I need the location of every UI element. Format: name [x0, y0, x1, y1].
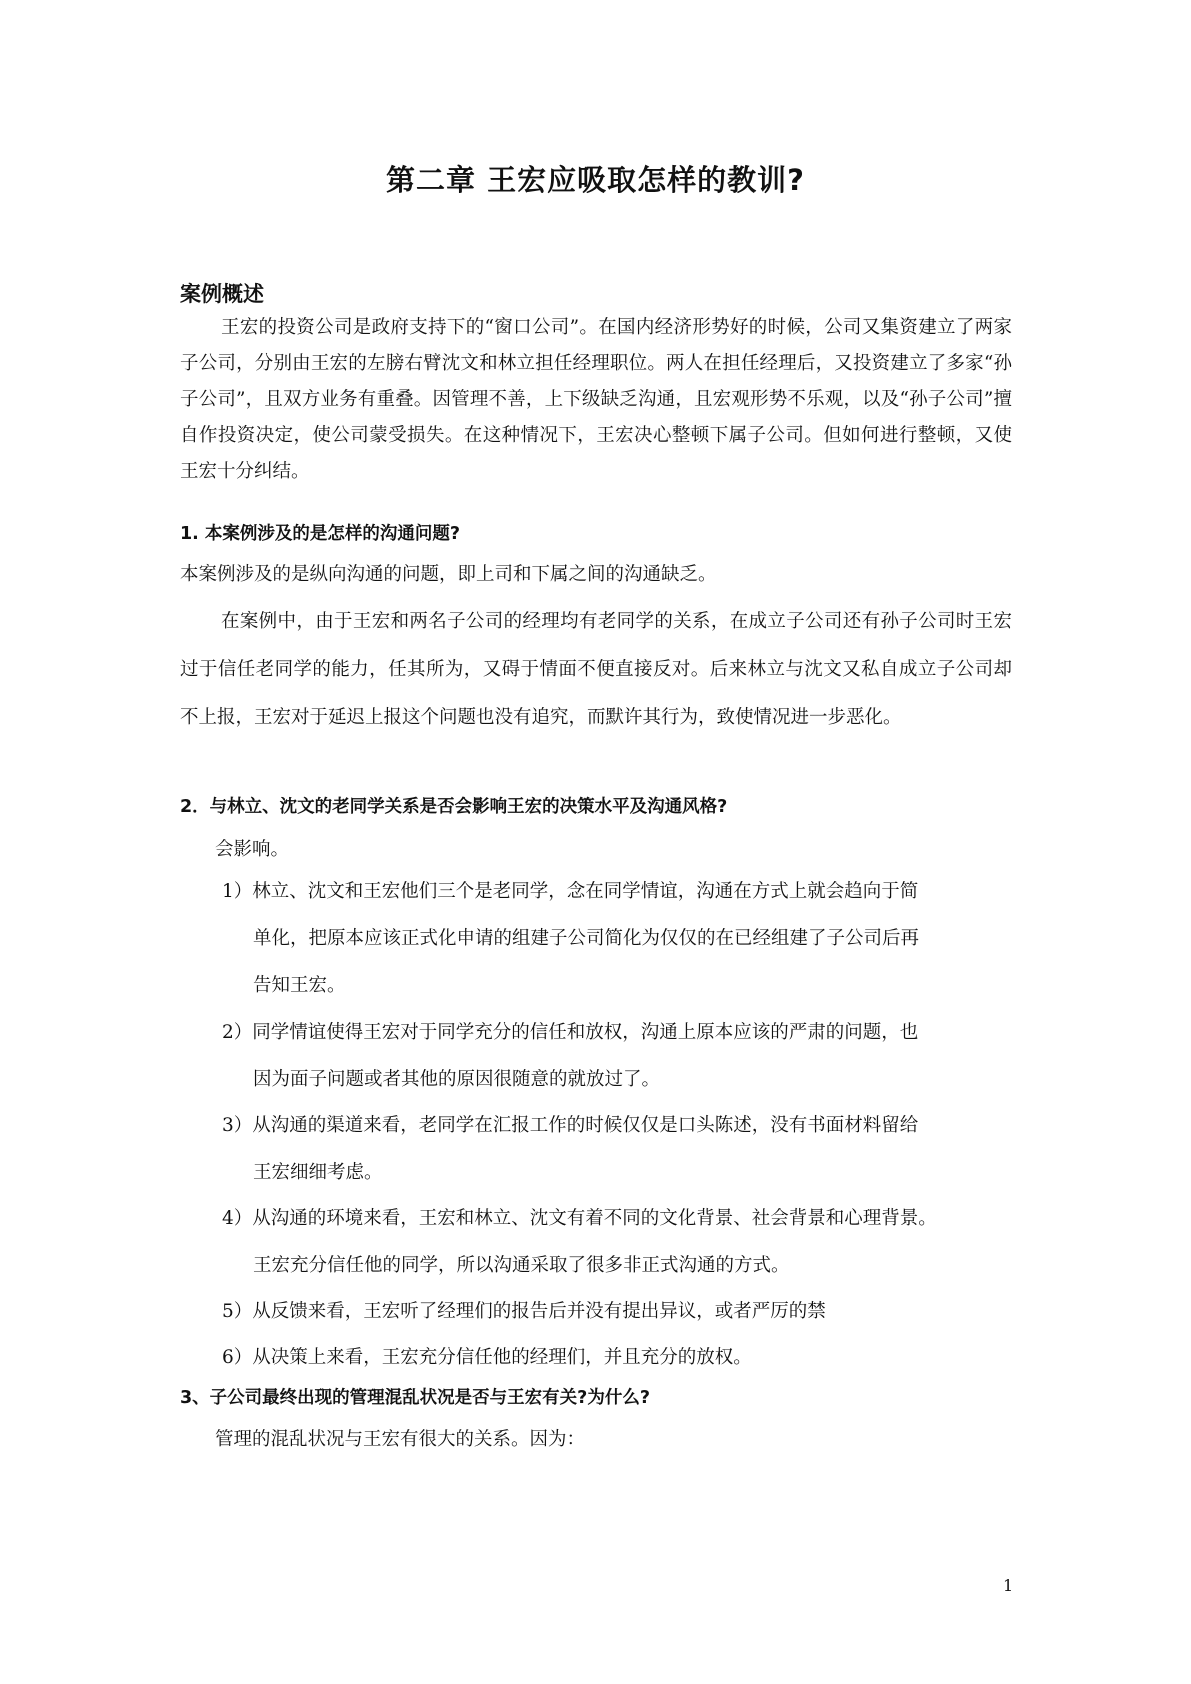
list-item-text: 同学情谊使得王宏对于同学充分的信任和放权，沟通上原本应该的严肃的问题，也 [252, 1022, 919, 1043]
list-item-continuation: 王宏充分信任他的同学，所以沟通采取了很多非正式沟通的方式。 [253, 1255, 790, 1276]
list-item-2 [222, 1009, 1022, 1103]
list-item-number: 4） [222, 1208, 253, 1229]
list-item-number: 1） [222, 881, 253, 902]
question-3-heading: 3、子公司最终出现的管理混乱状况是否与王宏有关?为什么? [180, 1388, 650, 1408]
list-item-continuation: 告知王宏。 [253, 975, 346, 996]
question-3-answer: 管理的混乱状况与王宏有很大的关系。因为： [215, 1429, 586, 1450]
question-2-answer: 会影响。 [215, 839, 290, 860]
list-item-text: 从沟通的渠道来看，老同学在汇报工作的时候仅仅是口头陈述，没有书面材料留给 [252, 1115, 919, 1136]
list-item-text: 林立、沈文和王宏他们三个是老同学，念在同学情谊，沟通在方式上就会趋向于简 [252, 881, 919, 902]
list-item-continuation: 王宏细细考虑。 [253, 1162, 383, 1183]
question-1-answer: 本案例涉及的是纵向沟通的问题，即上司和下属之间的沟通缺乏。 [180, 564, 717, 585]
overview-heading: 案例概述 [180, 282, 264, 306]
list-item-text: 从反馈来看，王宏听了经理们的报告后并没有提出异议，或者严厉的禁 [252, 1301, 826, 1322]
list-item-number: 6） [222, 1347, 253, 1368]
list-item-number: 5） [222, 1301, 253, 1322]
list-item-text: 从沟通的环境来看，王宏和林立、沈文有着不同的文化背景、社会背景和心理背景。 [252, 1208, 937, 1229]
list-item-1 [222, 868, 1022, 1009]
list-item-continuation: 因为面子问题或者其他的原因很随意的就放过了。 [253, 1069, 661, 1090]
list-item-4 [222, 1195, 1022, 1289]
question-2-heading: 2．与林立、沈文的老同学关系是否会影响王宏的决策水平及沟通风格? [180, 797, 728, 817]
list-item-continuation: 单化，把原本应该正式化申请的组建子公司简化为仅仅的在已经组建了子公司后再 [253, 928, 920, 949]
question-1-heading: 1. 本案例涉及的是怎样的沟通问题? [180, 524, 461, 544]
list-item-3 [222, 1102, 1022, 1196]
page-title: 第二章 王宏应吸取怎样的教训? [386, 163, 805, 197]
list-item-number: 2） [222, 1022, 253, 1043]
list-item-6 [222, 1334, 1022, 1381]
overview-paragraph: 王宏的投资公司是政府支持下的“窗口公司”。在国内经济形势好的时候，公司又集资建立了两家子公司，分别由王宏的左膀右臂沈文和林立担任经理职位。两人在担任经理后，又投资建立了多家“孙子公司”，且双方业务有重叠。因管理不善，上下级缺乏沟通，且宏观形势不乐观，以及“孙子公司”擅自作投资决定，使公司蒙受损失。在这种情况下，王宏决心整顿下属子公司。但如何进行整顿，又使王宏十分纠结。 [180, 317, 1012, 482]
question-1-detail: 在案例中，由于王宏和两名子公司的经理均有老同学的关系，在成立子公司还有孙子公司时王宏过于信任老同学的能力，任其所为，又碍于情面不便直接反对。后来林立与沈文又私自成立子公司却不上报，王宏对于延迟上报这个问题也没有追究，而默许其行为，致使情况进一步恶化。 [180, 611, 1012, 728]
page-number: 1 [1003, 1576, 1014, 1595]
list-item-number: 3） [222, 1115, 253, 1136]
list-item-text: 从决策上来看，王宏充分信任他的经理们，并且充分的放权。 [252, 1347, 752, 1368]
list-item-5 [222, 1288, 1022, 1335]
